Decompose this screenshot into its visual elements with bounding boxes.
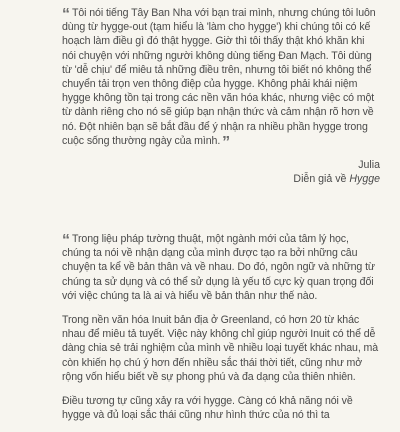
close-quote-mark: ” (222, 133, 229, 151)
quote-narrative-text: Trong liệu pháp tường thuật, một ngành mới của tâm lý học, chúng ta nói về nhận dạng của mình được tạo ra bởi những câu chuyện ta kể về bản thân và về nhau. Do đó, ngôn ngữ và những từ chúng ta sử dụng và có thể sử dụng là yếu tố cực kỳ quan trọng đối với việc chúng ta là ai và hiểu về bản thân như thế nào. (62, 233, 375, 302)
attribution-source: Diễn giả về Hygge (293, 173, 380, 186)
attribution-name: Julia (358, 159, 380, 172)
quote-attribution (62, 158, 380, 186)
quote-julia-text: Tôi nói tiếng Tây Ban Nha với bạn trai mình, nhưng chúng tôi luôn dùng từ hygge-out (tạm hiểu là 'làm cho hygge') khi chúng tôi có kế hoạch làm điều gì đó thật hygge. Giờ thì tôi thấy thật khó khăn khi nói chuyện với những người không dùng tiếng Đan Mạch. Tôi dùng từ 'dễ chịu' để miêu tả những điều trên, nhưng tôi biết nó không thể chuyển tải trọn ven thông điệp của hygge. Không phải khái niệm hygge không tồn tại trong các nền văn hóa khác, nhưng việc có một từ dành riêng cho nó sẽ giúp bạn nhận thức và cảm nhận rõ hơn về nó. Đột nhiên bạn sẽ bắt đầu để ý nhận ra nhiều phần hygge trong cuộc sống thường ngày của mình. (62, 7, 376, 147)
open-quote-mark-2: “ (62, 232, 68, 249)
quote-julia-body (62, 6, 380, 151)
paragraph-inuit: Trong nền văn hóa Inuit bản địa ở Greenland, có hơn 20 từ khác nhau để miêu tả tuyết. Việc này không chỉ giúp người Inuit có thể dễ dàng chia sẻ trải nghiệm của mình về nhiều loại tuyết khác nhau, mà còn khiến họ chú ý hơn đến nhiều sắc thái thời tiết, cũng như mở rộng vốn hiểu biết về sự phong phú và đa dạng của thiên nhiên. (62, 314, 379, 383)
quote-narrative (62, 232, 380, 303)
narrative-section (62, 232, 380, 432)
quote-julia (62, 6, 380, 186)
open-quote-mark: “ (62, 6, 68, 23)
paragraph-hygge: Điều tương tự cũng xảy ra với hygge. Càng có khả năng nói về hygge và đủ loại sắc thái cũng như hình thức của nó thì ta (62, 395, 353, 422)
attribution-source-em: Hygge (349, 173, 380, 186)
